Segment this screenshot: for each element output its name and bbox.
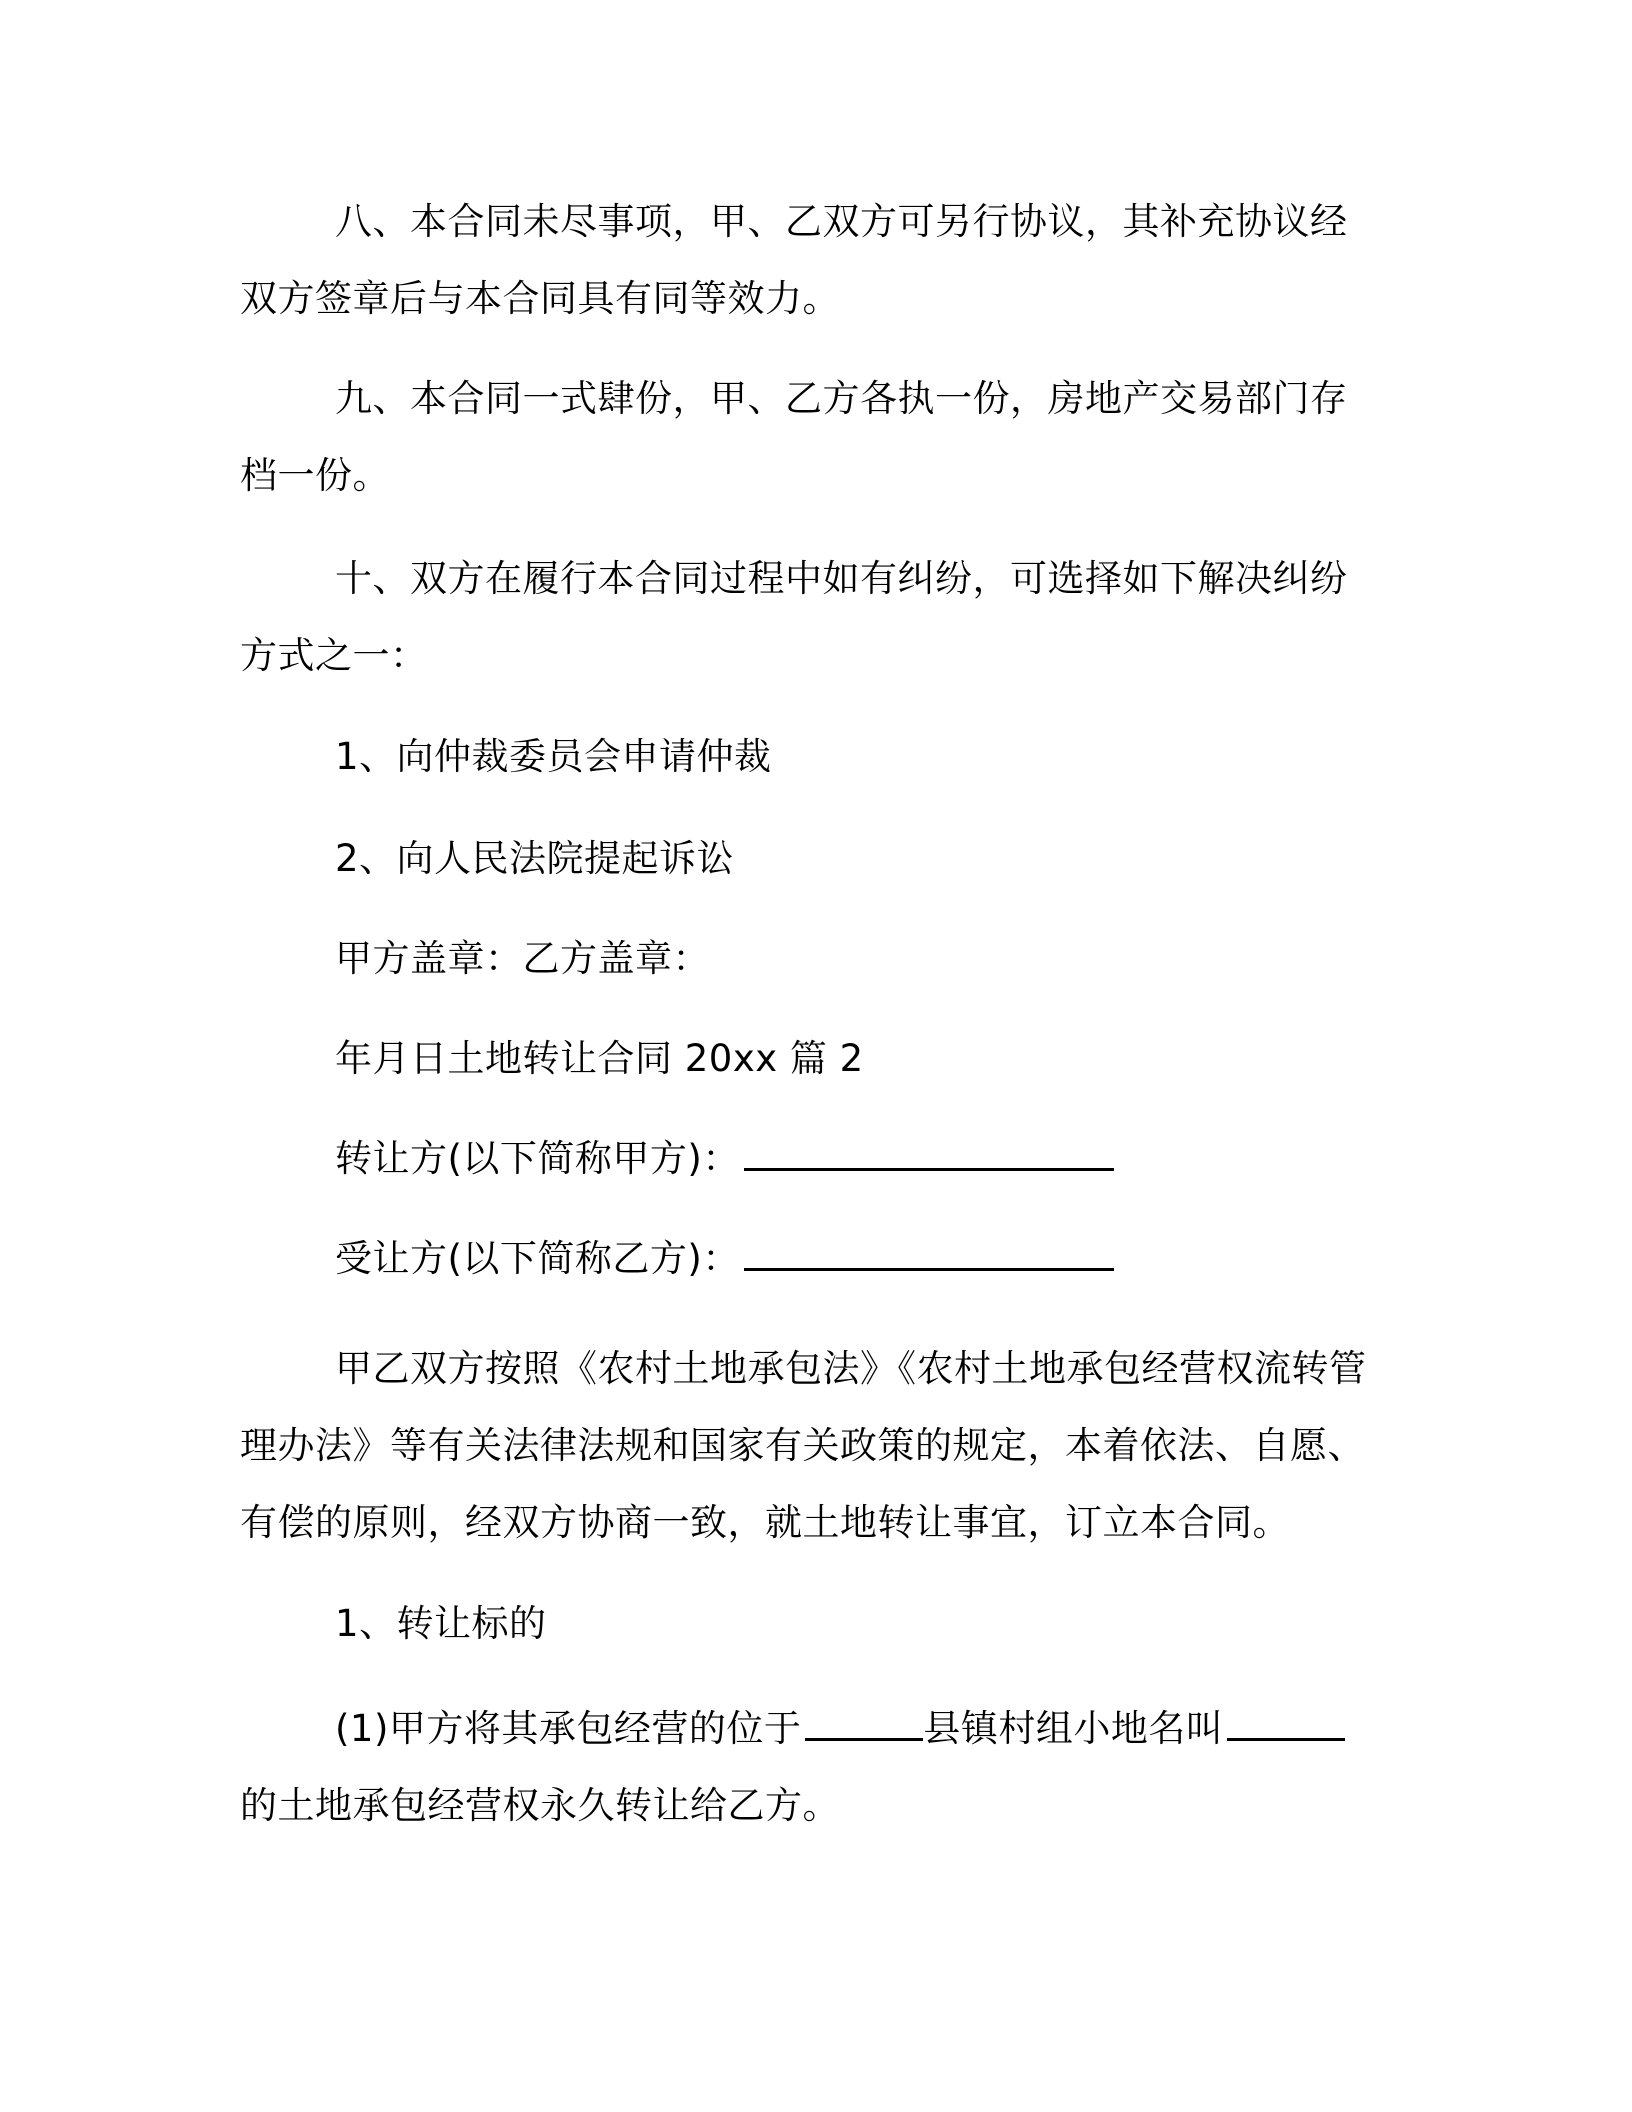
clause-9: 九、本合同一式肆份，甲、乙方各执一份，房地产交易部门存档一份。 bbox=[240, 377, 1348, 497]
transferor-label: 转让方(以下简称甲方)： bbox=[335, 1137, 740, 1180]
place-name-blank bbox=[1227, 1708, 1345, 1741]
item-1-text-c: 的土地承包经营权永久转让给乙方。 bbox=[240, 1784, 840, 1827]
preamble-paragraph: 甲乙双方按照《农村土地承包法》《农村土地承包经营权流转管理办法》等有关法律法规和国家有关政策的规定，本着依法、自愿、有偿的原则，经双方协商一致，就土地转让事宜，订立本合同。 bbox=[240, 1347, 1367, 1544]
section-1-heading: 1、转让标的 bbox=[335, 1602, 547, 1645]
dispute-option-2: 2、向人民法院提起诉讼 bbox=[335, 837, 735, 880]
clause-10: 十、双方在履行本合同过程中如有纠纷，可选择如下解决纠纷方式之一： bbox=[240, 557, 1348, 677]
dispute-option-1: 1、向仲裁委员会申请仲裁 bbox=[335, 735, 772, 778]
contract-title-2: 年月日土地转让合同 20xx 篇 2 bbox=[335, 1037, 864, 1080]
item-1-text-b: 县镇村组小地名叫 bbox=[923, 1707, 1224, 1750]
clause-8: 八、本合同未尽事项，甲、乙双方可另行协议，其补充协议经双方签章后与本合同具有同等效力。 bbox=[240, 200, 1348, 320]
item-1-text-a: (1)甲方将其承包经营的位于 bbox=[335, 1707, 802, 1750]
transferor-line bbox=[335, 1120, 1465, 1197]
transferor-blank bbox=[744, 1138, 1114, 1171]
transferee-label: 受让方(以下简称乙方)： bbox=[335, 1237, 740, 1280]
item-1-paragraph bbox=[240, 1690, 1370, 1844]
seal-line: 甲方盖章：乙方盖章： bbox=[335, 937, 710, 980]
transferee-blank bbox=[744, 1238, 1114, 1271]
county-blank bbox=[805, 1708, 923, 1741]
transferee-line bbox=[335, 1220, 1465, 1297]
